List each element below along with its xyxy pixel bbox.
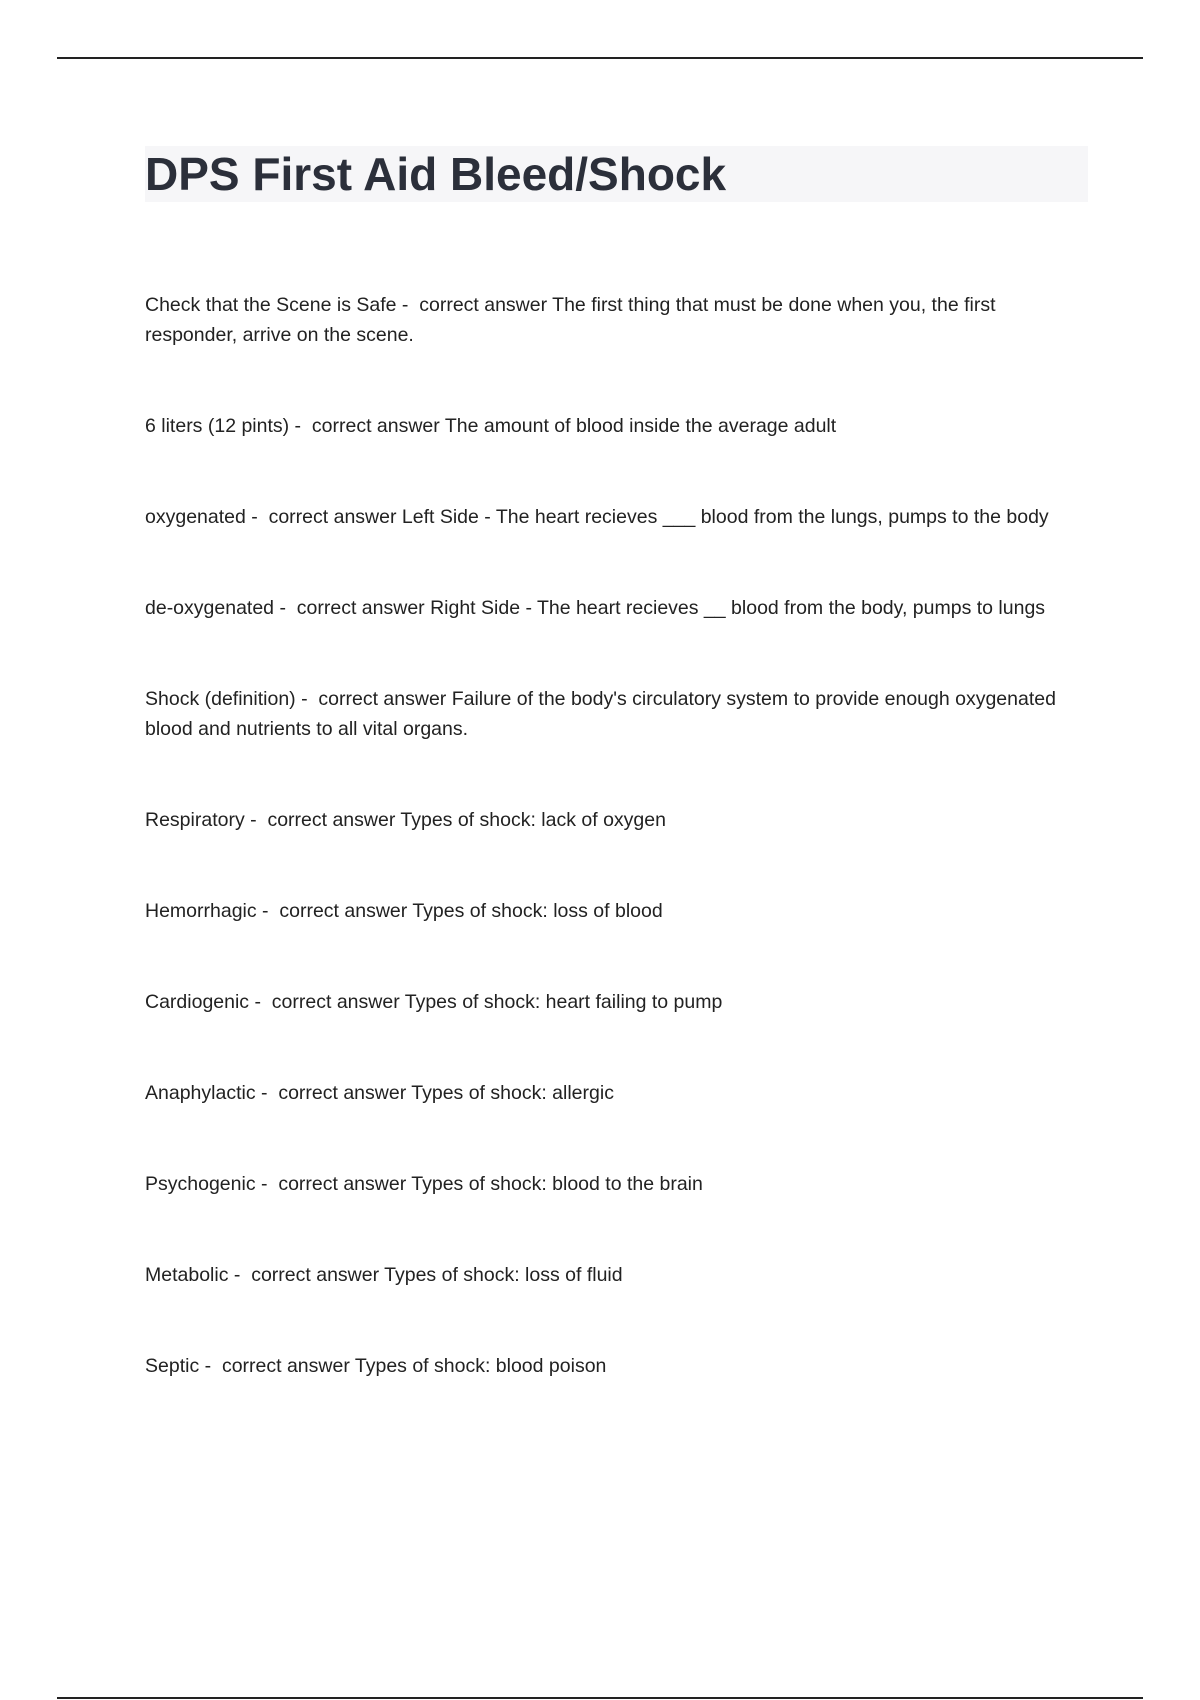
entry-answer: Types of shock: lack of oxygen <box>400 809 666 831</box>
flashcard-entry <box>145 1260 1085 1290</box>
entry-answer: Types of shock: blood poison <box>354 1355 607 1377</box>
entry-answer: Types of shock: blood to the brain <box>411 1173 703 1195</box>
entry-term: Cardiogenic <box>145 991 250 1013</box>
document-title: DPS First Aid Bleed/Shock <box>145 148 727 200</box>
entry-separator: - correct answer <box>396 294 553 316</box>
entry-separator: - correct answer <box>245 506 402 528</box>
entry-term: de-oxygenated <box>145 597 275 619</box>
flashcard-entry <box>145 1351 1085 1381</box>
entry-answer: Left Side - The heart recieves ___ blood from the lungs, pumps to the body <box>401 506 1049 528</box>
entry-term: Shock (definition) <box>145 688 296 710</box>
entry-term: Anaphylactic <box>145 1082 256 1104</box>
entry-separator: - correct answer <box>244 809 401 831</box>
entry-term: oxygenated <box>145 506 246 528</box>
entry-separator: - correct answer <box>256 900 413 922</box>
flashcard-entry <box>145 502 1085 532</box>
entry-answer: Types of shock: allergic <box>411 1082 614 1104</box>
flashcard-entry <box>145 896 1085 926</box>
flashcard-entry <box>145 1078 1085 1108</box>
entry-answer: Types of shock: heart failing to pump <box>404 991 723 1013</box>
entry-answer: The first thing that must be done when you, the first responder, arrive on the scene. <box>145 294 996 346</box>
entry-term: Hemorrhagic <box>145 900 257 922</box>
entry-separator: - correct answer <box>289 415 445 437</box>
entry-term: Septic <box>145 1355 200 1377</box>
entry-term: Psychogenic <box>145 1173 256 1195</box>
entry-answer: Right Side - The heart recieves __ blood from the body, pumps to lungs <box>430 597 1046 619</box>
top-divider <box>57 57 1143 59</box>
flashcard-list <box>145 290 1085 1442</box>
flashcard-entry <box>145 987 1085 1017</box>
entry-separator: - correct answer <box>274 597 431 619</box>
flashcard-entry <box>145 411 1085 441</box>
entry-separator: - correct answer <box>228 1264 385 1286</box>
entry-term: Respiratory <box>145 809 245 831</box>
entry-separator: - correct answer <box>255 1082 412 1104</box>
flashcard-entry <box>145 290 1085 350</box>
entry-separator: - correct answer <box>199 1355 355 1377</box>
entry-answer: Types of shock: loss of fluid <box>384 1264 623 1286</box>
flashcard-entry <box>145 805 1085 835</box>
entry-answer: Types of shock: loss of blood <box>412 900 663 922</box>
entry-separator: - correct answer <box>255 1173 412 1195</box>
entry-separator: - correct answer <box>295 688 452 710</box>
entry-answer: The amount of blood inside the average adult <box>444 415 837 437</box>
entry-term: Check that the Scene is Safe <box>145 294 397 316</box>
entry-separator: - correct answer <box>249 991 405 1013</box>
entry-answer: Failure of the body's circulatory system to provide enough oxygenated blood and nutrients to all vital organs. <box>145 688 1056 740</box>
flashcard-entry <box>145 593 1085 623</box>
entry-term: Metabolic <box>145 1264 229 1286</box>
entry-term: 6 liters (12 pints) <box>145 415 290 437</box>
bottom-divider <box>57 1697 1143 1699</box>
flashcard-entry <box>145 684 1085 744</box>
flashcard-entry <box>145 1169 1085 1199</box>
